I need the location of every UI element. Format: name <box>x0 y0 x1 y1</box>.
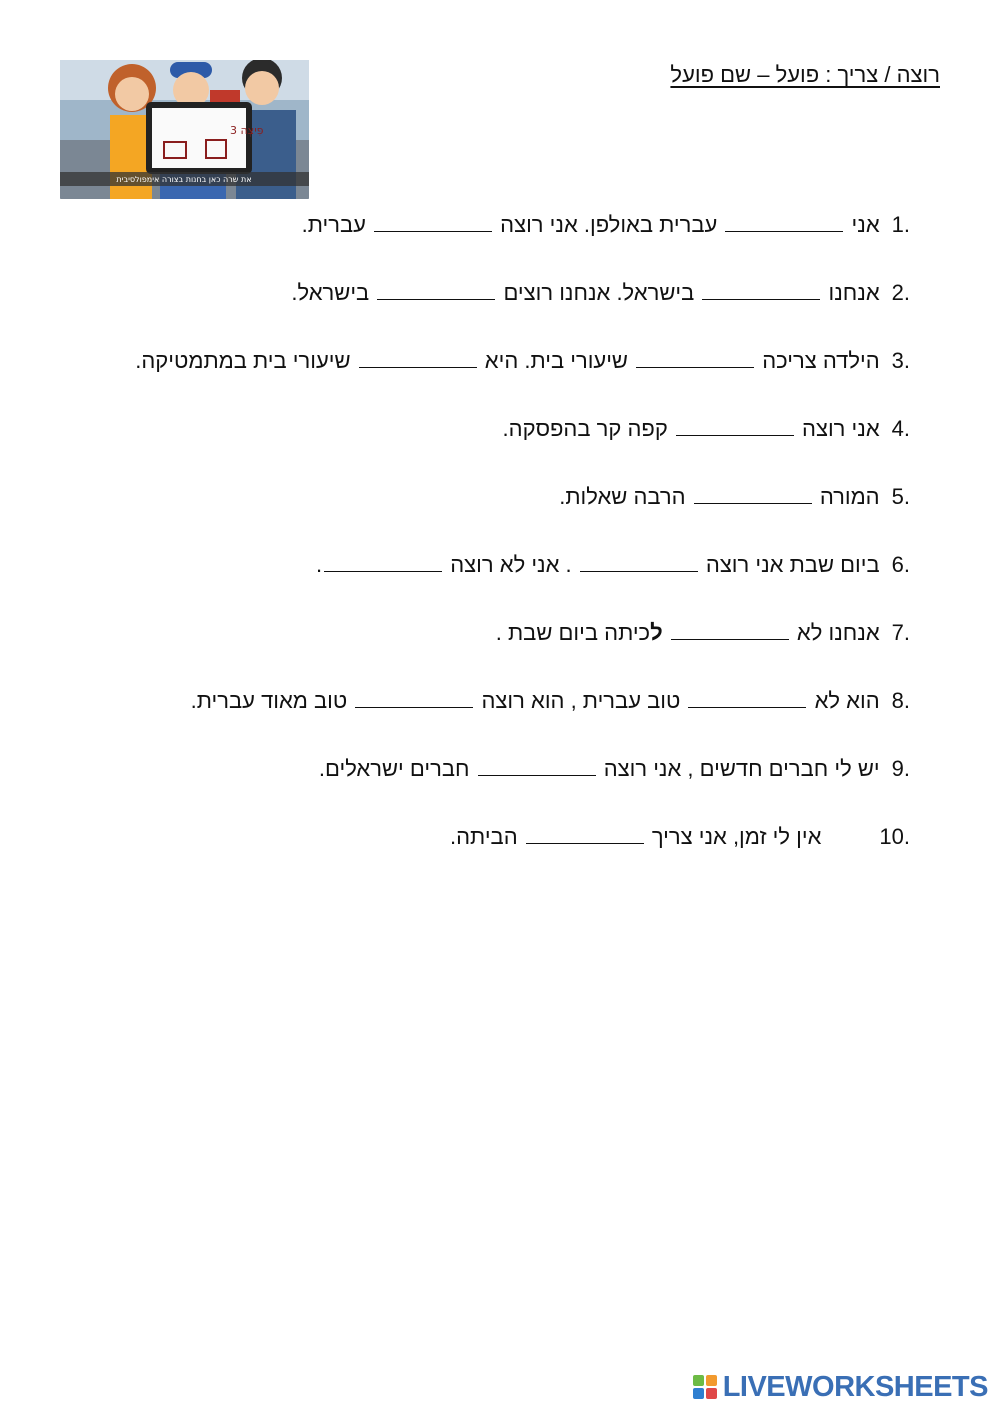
exercise-number: 3. <box>891 348 910 373</box>
answer-blank[interactable] <box>324 553 442 572</box>
exercise-text: המורה <box>813 484 880 509</box>
answer-blank[interactable] <box>377 281 495 300</box>
exercise-7 <box>496 620 910 646</box>
exercise-5 <box>559 484 910 510</box>
answer-blank[interactable] <box>355 689 473 708</box>
exercise-text: . <box>316 552 323 577</box>
exercise-text: שיעורי בית במתמטיקה. <box>135 348 357 373</box>
exercise-text: טוב מאוד עברית. <box>190 688 354 713</box>
answer-blank[interactable] <box>526 825 644 844</box>
exercise-text: הביתה. <box>450 824 524 849</box>
exercise-text: הילדה צריכה <box>756 348 880 373</box>
exercise-text: כיתה ביום שבת . <box>495 620 651 645</box>
exercise-text: בישראל. אנחנו רוצים <box>497 280 701 305</box>
exercise-9 <box>319 756 910 782</box>
answer-blank[interactable] <box>374 213 492 232</box>
answer-blank[interactable] <box>702 281 820 300</box>
exercise-text: ביום שבת אני רוצה <box>699 552 880 577</box>
illustration-image <box>60 60 309 199</box>
exercise-text: אין לי זמן, אני צריך <box>645 824 822 849</box>
exercise-text <box>663 620 669 645</box>
answer-blank[interactable] <box>725 213 843 232</box>
exercise-text: שיעורי בית. היא <box>478 348 635 373</box>
exercise-2 <box>291 280 910 306</box>
exercise-text: אני רוצה <box>795 416 880 441</box>
answer-blank[interactable] <box>671 621 789 640</box>
exercise-number: 10. <box>879 824 910 849</box>
exercise-number: 4. <box>891 416 910 441</box>
exercise-number: 7. <box>891 620 910 645</box>
exercise-number: 8. <box>891 688 910 713</box>
answer-blank[interactable] <box>580 553 698 572</box>
exercise-8 <box>191 688 910 714</box>
exercise-6 <box>316 552 910 578</box>
logo-tiles-icon <box>693 1375 717 1399</box>
exercise-1 <box>302 212 910 238</box>
answer-blank[interactable] <box>688 689 806 708</box>
answer-blank[interactable] <box>676 417 794 436</box>
answer-blank[interactable] <box>478 757 596 776</box>
brand-name: LIVEWORKSHEETS <box>722 1370 988 1403</box>
exercise-number: 2. <box>891 280 910 305</box>
worksheet-title: רוצה / צריך : פועל – שם פועל <box>670 62 940 87</box>
tablet-text: 3 פִּיצְה <box>230 124 264 137</box>
answer-blank[interactable] <box>359 349 477 368</box>
exercise-number: 9. <box>891 756 910 781</box>
answer-blank[interactable] <box>636 349 754 368</box>
exercise-10 <box>450 824 910 850</box>
exercise-text: אנחנו לא <box>790 620 880 645</box>
exercise-3 <box>135 348 910 374</box>
exercise-4 <box>503 416 910 442</box>
exercise-text: בישראל. <box>291 280 376 305</box>
exercise-text: עברית באולפן. אני רוצה <box>494 212 724 237</box>
exercise-text: חברים ישראלים. <box>318 756 476 781</box>
exercise-text: קפה קר בהפסקה. <box>502 416 674 441</box>
image-caption: את שרה כאן בחנות בצורה אימפולסיבית <box>116 175 252 184</box>
exercise-text: טוב עברית , הוא רוצה <box>475 688 687 713</box>
exercise-text: . אני לא רוצה <box>444 552 578 577</box>
exercise-number: 6. <box>891 552 910 577</box>
exercise-text: הוא לא <box>808 688 880 713</box>
exercise-text: יש לי חברים חדשים , אני רוצה <box>597 756 880 781</box>
liveworksheets-logo <box>693 1372 988 1402</box>
bold-letter: ל <box>650 620 663 645</box>
exercise-number: 5. <box>891 484 910 509</box>
exercise-text: אנחנו <box>822 280 880 305</box>
answer-blank[interactable] <box>694 485 812 504</box>
exercise-number: 1. <box>891 212 910 237</box>
exercise-text: הרבה שאלות. <box>559 484 692 509</box>
exercise-text: עברית. <box>301 212 373 237</box>
exercise-text: אני <box>845 212 880 237</box>
